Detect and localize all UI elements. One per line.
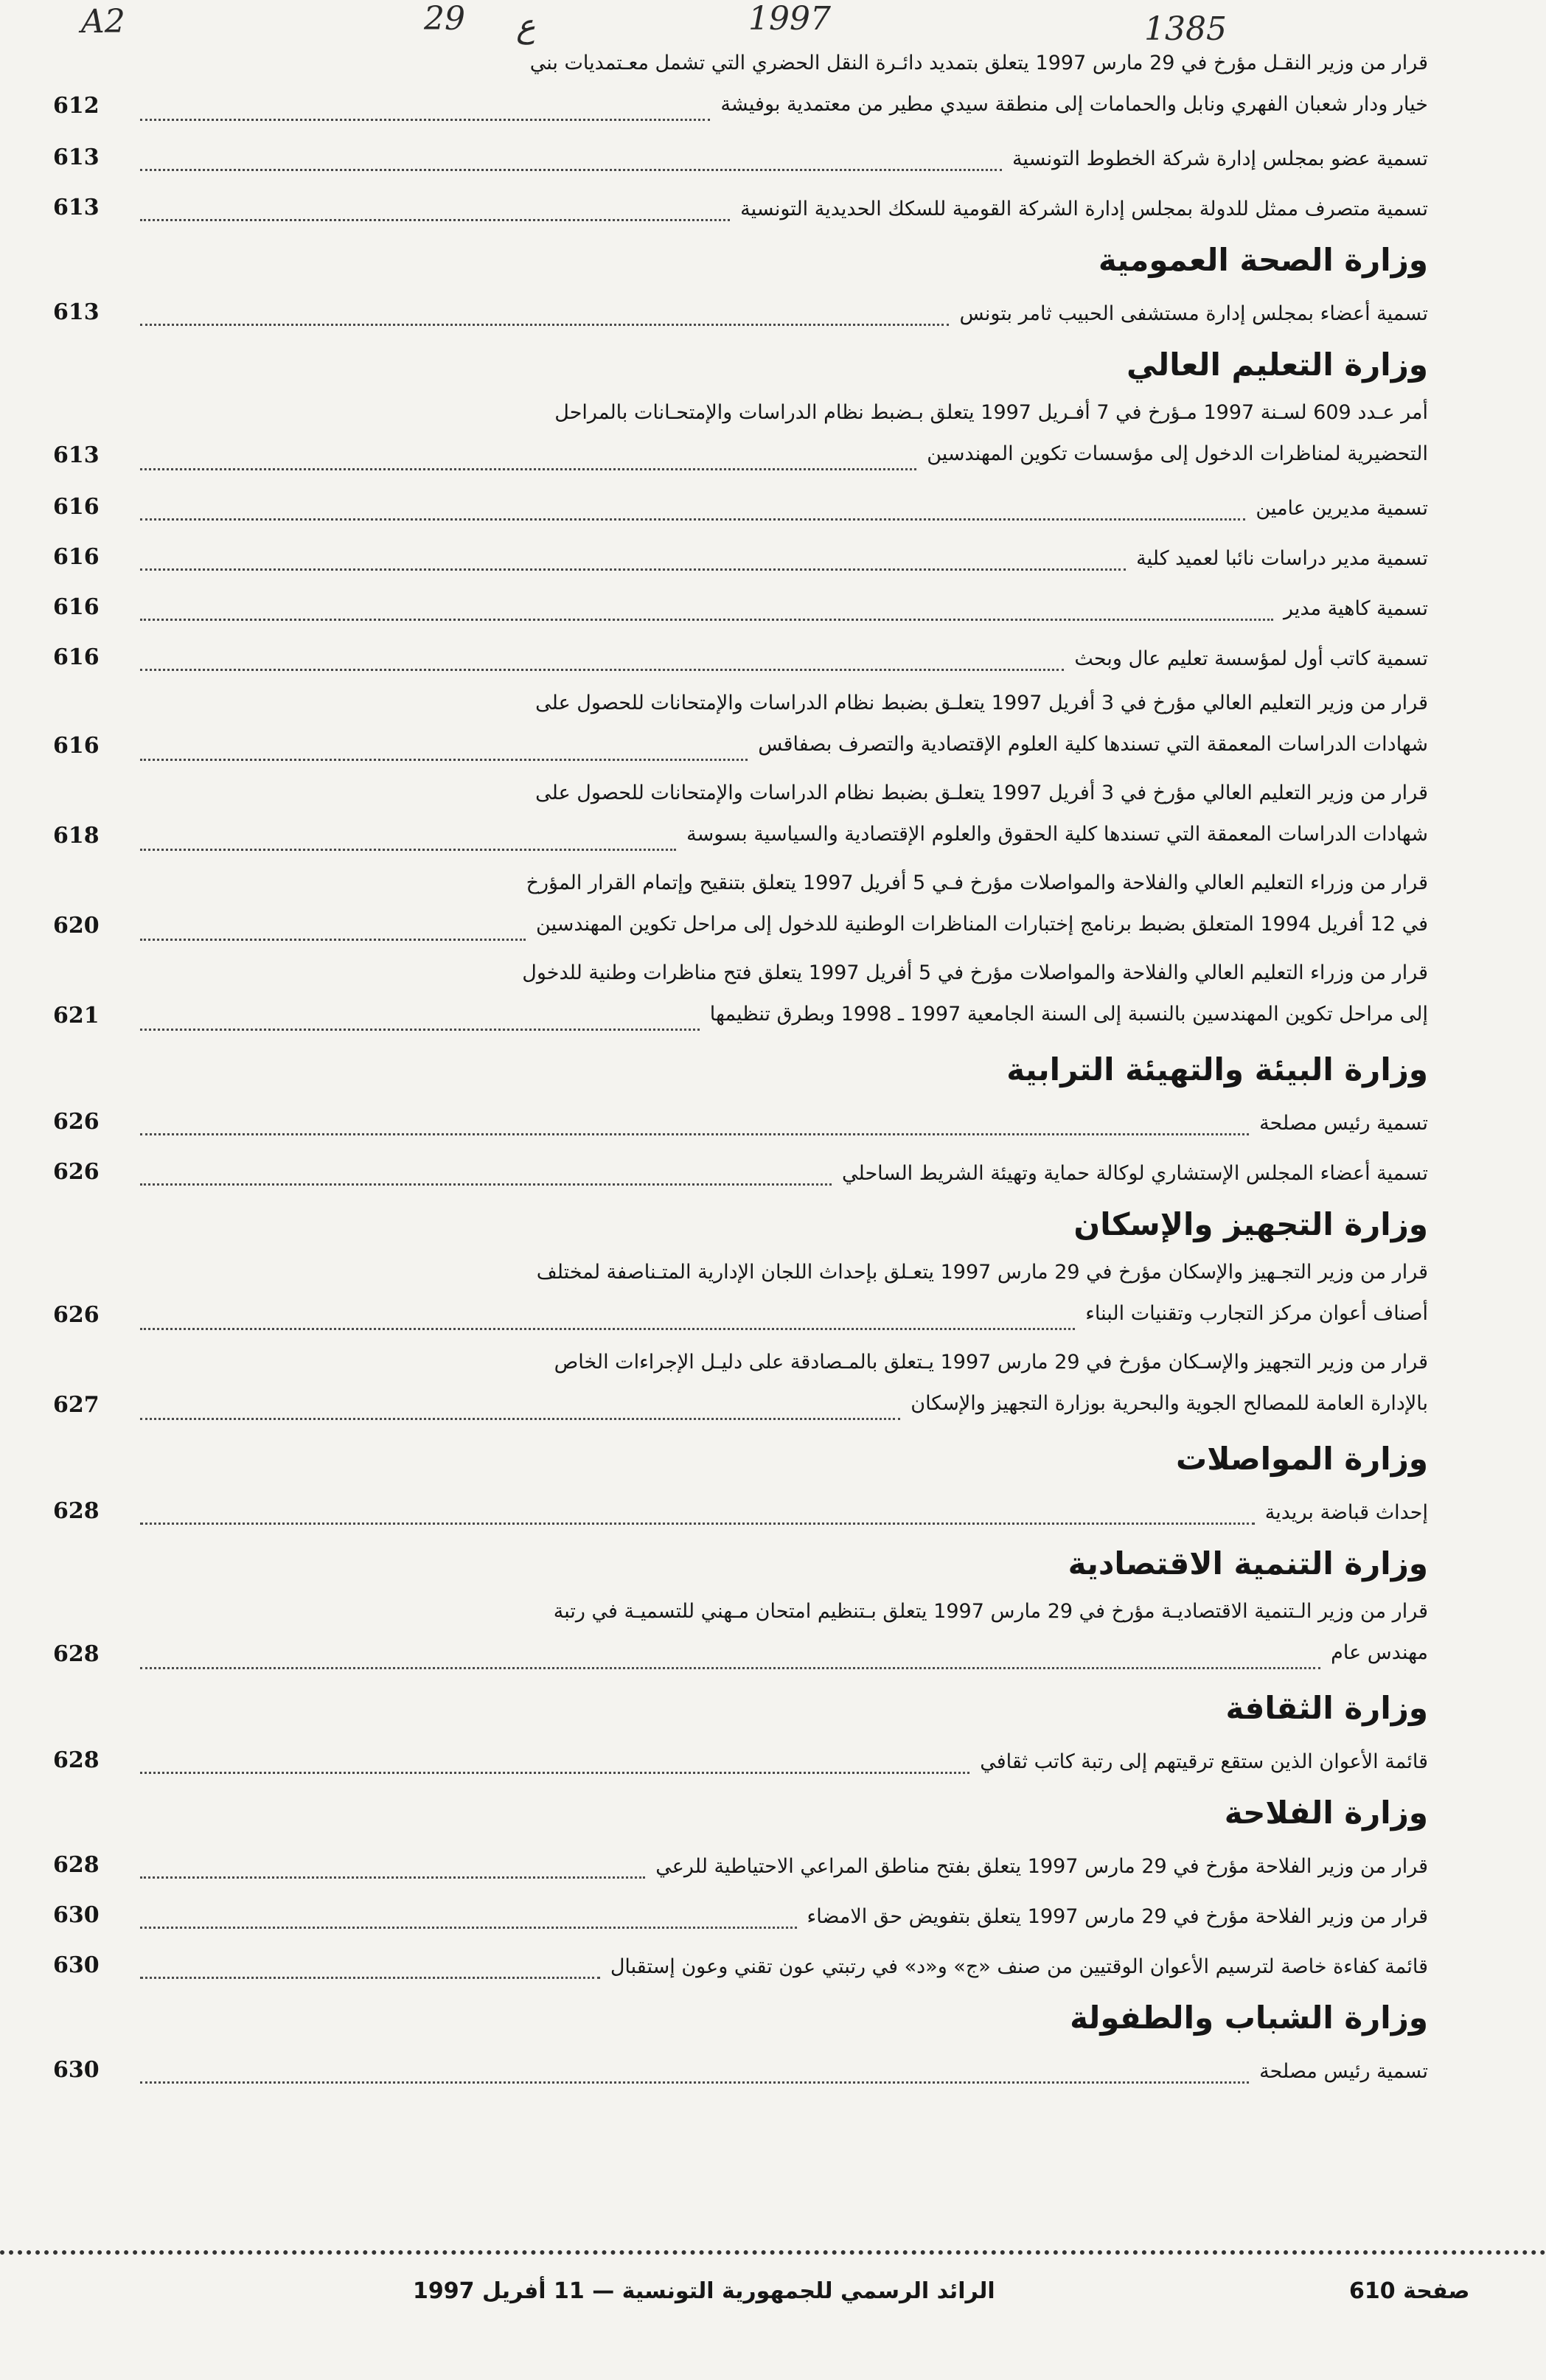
entry-text: قرار من وزير النقـل مؤرخ في 29 مارس 1997 يتعلق بتمديد دائـرة النقل الحضري التي تشمل معـتمديات بني xyxy=(529,52,1428,74)
page-number: صفحة 610 xyxy=(1349,2278,1470,2304)
ministry-section xyxy=(0,1992,1546,2097)
entry-text: التحضيرية لمناظرات الدخول إلى مؤسسات تكوين المهندسين xyxy=(927,442,1428,465)
annotation-top-left: A2 xyxy=(81,3,125,41)
page-ref: 616 xyxy=(53,494,100,520)
ministry-title: وزارة الفلاحة xyxy=(1224,1795,1428,1831)
entry-text: أمر عـدد 609 لسـنة 1997 مـؤرخ في 7 أفـريل 1997 يتعلق بـضبط نظام الدراسات والإمتحـانات بالمراحل xyxy=(554,401,1428,424)
entry-text: خيار ودار شعبان الفهري ونابل والحمامات إلى منطقة سيدي مطير من معتمدية بوفيشة xyxy=(720,93,1428,116)
leader-dots xyxy=(140,568,1126,571)
leader-dots xyxy=(140,1133,1249,1135)
ministry-section xyxy=(0,1683,1546,1787)
page-ref: 627 xyxy=(53,1392,100,1418)
entry-text: تسمية رئيس مصلحة xyxy=(1259,1112,1428,1135)
entry-text: شهادات الدراسات المعمقة التي تسندها كلية الحقوق والعلوم الإقتصادية والسياسية بسوسة xyxy=(686,823,1428,846)
leader-dots xyxy=(140,1667,1320,1669)
page-ref: 628 xyxy=(53,1641,100,1667)
ministry-title: وزارة التعليم العالي xyxy=(1126,347,1428,383)
toc-entry xyxy=(0,1253,1546,1343)
leader-dots xyxy=(140,619,1273,621)
ministry-title: وزارة البيئة والتهيئة الترابية xyxy=(1006,1051,1428,1088)
toc-entry xyxy=(0,184,1546,234)
ministry-heading xyxy=(0,234,1546,289)
toc-entry xyxy=(0,1149,1546,1199)
ministry-section xyxy=(0,1787,1546,1992)
page-ref: 620 xyxy=(53,913,100,939)
ministry-heading xyxy=(0,1787,1546,1842)
entry-text: في 12 أفريل 1994 المتعلق بضبط برنامج إختبارات المناظرات الوطنية للدخول إلى مراحل تكوين المهندسين xyxy=(536,913,1428,936)
entry-text: قرار من وزير الـتنمية الاقتصاديـة مؤرخ في 29 مارس 1997 يتعلق بـتنظيم امتحان مـهني للتسميـة في رتبة xyxy=(553,1600,1428,1623)
leader-dots xyxy=(140,1876,645,1879)
toc-entry xyxy=(0,484,1546,534)
leader-dots xyxy=(140,669,1064,671)
page-ref: 616 xyxy=(53,644,100,670)
toc-entry xyxy=(0,954,1546,1044)
entry-text: قرار من وزير التجهيز والإسـكان مؤرخ في 29 مارس 1997 يـتعلق بالمـصادقة على دليـل الإجراءات الخاص xyxy=(554,1351,1428,1374)
entry-text: تسمية أعضاء بمجلس إدارة مستشفى الحبيب ثامر بتونس xyxy=(959,302,1428,325)
entry-text: تسمية مدير دراسات نائبا لعميد كلية xyxy=(1136,547,1428,570)
ministry-heading xyxy=(0,1538,1546,1593)
entry-text: قائمة الأعوان الذين ستقع ترقيتهم إلى رتبة كاتب ثقافي xyxy=(980,1750,1428,1773)
leader-dots xyxy=(140,169,1002,171)
entry-text: قرار من وزراء التعليم العالي والفلاحة والمواصلات مؤرخ في 5 أفريل 1997 يتعلق فتح مناظرات وطنية للدخول xyxy=(522,961,1428,984)
entry-text: تسمية مديرين عامين xyxy=(1256,497,1428,520)
entry-text: إلى مراحل تكوين المهندسين بالنسبة إلى السنة الجامعية 1997 ـ 1998 وبطرق تنظيمها xyxy=(709,1003,1428,1026)
entry-text: قرار من وزير التعليم العالي مؤرخ في 3 أفريل 1997 يتعلـق بضبط نظام الدراسات والإمتحانات للحصول على xyxy=(535,782,1428,804)
entry-text: تسمية كاهية مدير xyxy=(1284,597,1428,620)
toc-entry xyxy=(0,289,1546,339)
leader-dots xyxy=(140,1772,969,1774)
page-ref: 630 xyxy=(53,2057,100,2083)
toc-entry xyxy=(0,1892,1546,1942)
toc-entry xyxy=(0,1737,1546,1787)
toc-entry xyxy=(0,1942,1546,1992)
page-ref: 616 xyxy=(53,733,100,759)
entry-text: قرار من وزراء التعليم العالي والفلاحة والمواصلات مؤرخ فـي 5 أفريل 1997 يتعلق بتنقيح وإتمام القرار المؤرخ xyxy=(526,871,1428,894)
page-ref: 612 xyxy=(53,93,100,119)
page-footer xyxy=(0,2278,1546,2315)
entry-text: إحداث قباضة بريدية xyxy=(1264,1501,1428,1524)
leader-dots xyxy=(140,324,949,326)
page-ref: 613 xyxy=(53,195,100,220)
toc-entry xyxy=(0,394,1546,484)
toc-entry xyxy=(0,1842,1546,1892)
toc-entry xyxy=(0,864,1546,954)
toc-entry xyxy=(0,134,1546,184)
ministry-section xyxy=(0,339,1546,1044)
page-ref: 628 xyxy=(53,1498,100,1524)
ministry-section xyxy=(0,1433,1546,1538)
toc-entry xyxy=(0,774,1546,864)
ministry-heading xyxy=(0,1044,1546,1099)
page-ref: 618 xyxy=(53,823,100,849)
toc-entry xyxy=(0,584,1546,634)
ministry-heading xyxy=(0,1992,1546,2047)
page-ref: 621 xyxy=(53,1003,100,1029)
leader-dots xyxy=(140,518,1245,521)
page-ref: 616 xyxy=(53,544,100,570)
ministry-title: وزارة الثقافة xyxy=(1225,1690,1428,1726)
ministry-title: وزارة الشباب والطفولة xyxy=(1070,2000,1428,2036)
ministry-section xyxy=(0,1538,1546,1683)
page-ref: 613 xyxy=(53,145,100,170)
entry-text: تسمية كاتب أول لمؤسسة تعليم عال وبحث xyxy=(1074,647,1428,670)
toc-entry xyxy=(0,684,1546,774)
leader-dots xyxy=(140,939,526,941)
leader-dots xyxy=(140,1183,832,1186)
annotation-month: ع xyxy=(516,7,536,45)
ministry-heading xyxy=(0,1683,1546,1737)
page-ref: 613 xyxy=(53,442,100,468)
ministry-heading xyxy=(0,339,1546,394)
leader-dots xyxy=(140,1927,797,1929)
entry-text: تسمية عضو بمجلس إدارة شركة الخطوط التونسية xyxy=(1011,147,1428,170)
annotation-year: 1997 xyxy=(748,0,831,38)
page-ref: 626 xyxy=(53,1159,100,1185)
ministry-section xyxy=(0,44,1546,234)
toc-entry xyxy=(0,1099,1546,1149)
entry-text: قرار من وزير التجـهيز والإسكان مؤرخ في 29 مارس 1997 يتعـلق بإحداث اللجان الإدارية المتـناصفة لمختلف xyxy=(536,1261,1428,1284)
leader-dots xyxy=(140,468,916,470)
toc-entry xyxy=(0,44,1546,134)
ministry-title: وزارة التجهيز والإسكان xyxy=(1073,1206,1428,1242)
ministry-title: وزارة المواصلات xyxy=(1175,1441,1428,1477)
table-of-contents xyxy=(0,44,1546,2097)
page-ref: 626 xyxy=(53,1302,100,1328)
leader-dots xyxy=(140,1029,700,1031)
page-ref: 613 xyxy=(53,299,100,325)
leader-dots xyxy=(140,1328,1075,1330)
leader-dots xyxy=(140,1418,900,1420)
toc-entry xyxy=(0,534,1546,584)
page-ref: 626 xyxy=(53,1109,100,1135)
entry-text: أصناف أعوان مركز التجارب وتقنيات البناء xyxy=(1085,1302,1428,1325)
annotation-day: 29 xyxy=(424,0,465,38)
entry-text: قرار من وزير الفلاحة مؤرخ في 29 مارس 1997 يتعلق بتفويض حق الامضاء xyxy=(807,1905,1428,1928)
entry-text: تسمية رئيس مصلحة xyxy=(1259,2060,1428,2083)
leader-dots xyxy=(140,119,710,121)
toc-entry xyxy=(0,2047,1546,2097)
leader-dots xyxy=(140,849,676,851)
entry-text: قرار من وزير التعليم العالي مؤرخ في 3 أفريل 1997 يتعلـق بضبط نظام الدراسات والإمتحانات للحصول على xyxy=(535,692,1428,714)
entry-text: شهادات الدراسات المعمقة التي تسندها كلية العلوم الإقتصادية والتصرف بصفاقس xyxy=(758,733,1428,756)
toc-entry xyxy=(0,1343,1546,1433)
entry-text: قائمة كفاءة خاصة لترسيم الأعوان الوقتيين من صنف «ج» و«د» في رتبتي عون تقني وعون إستقبال xyxy=(610,1955,1428,1978)
toc-entry xyxy=(0,1593,1546,1683)
ministry-heading xyxy=(0,1199,1546,1253)
entry-text: تسمية أعضاء المجلس الإستشاري لوكالة حماية وتهيئة الشريط الساحلي xyxy=(842,1162,1428,1185)
entry-text: تسمية متصرف ممثل للدولة بمجلس إدارة الشركة القومية للسكك الحديدية التونسية xyxy=(740,198,1428,220)
ministry-section xyxy=(0,1199,1546,1433)
toc-entry xyxy=(0,1488,1546,1538)
ministry-section xyxy=(0,1044,1546,1199)
page-ref: 630 xyxy=(53,1952,100,1978)
annotation-ref: 1385 xyxy=(1144,10,1227,48)
entry-text: قرار من وزير الفلاحة مؤرخ في 29 مارس 1997 يتعلق بفتح مناطق المراعي الاحتياطية للرعي xyxy=(655,1855,1428,1878)
leader-dots xyxy=(140,2081,1249,2084)
page-ref: 628 xyxy=(53,1747,100,1773)
toc-entry xyxy=(0,634,1546,684)
footer-divider xyxy=(0,2250,1546,2255)
entry-text: مهندس عام xyxy=(1331,1641,1428,1664)
journal-title: الرائد الرسمي للجمهورية التونسية — 11 أفريل 1997 xyxy=(413,2278,995,2304)
ministry-heading xyxy=(0,1433,1546,1488)
page-ref: 628 xyxy=(53,1852,100,1878)
ministry-title: وزارة التنمية الاقتصادية xyxy=(1068,1545,1428,1582)
entry-text: بالإدارة العامة للمصالح الجوية والبحرية بوزارة التجهيز والإسكان xyxy=(910,1392,1428,1415)
ministry-title: وزارة الصحة العمومية xyxy=(1098,242,1428,278)
ministry-section xyxy=(0,234,1546,339)
leader-dots xyxy=(140,759,748,761)
page-ref: 616 xyxy=(53,594,100,620)
leader-dots xyxy=(140,1977,600,1979)
leader-dots xyxy=(140,1523,1255,1525)
leader-dots xyxy=(140,219,730,221)
page-ref: 630 xyxy=(53,1902,100,1928)
